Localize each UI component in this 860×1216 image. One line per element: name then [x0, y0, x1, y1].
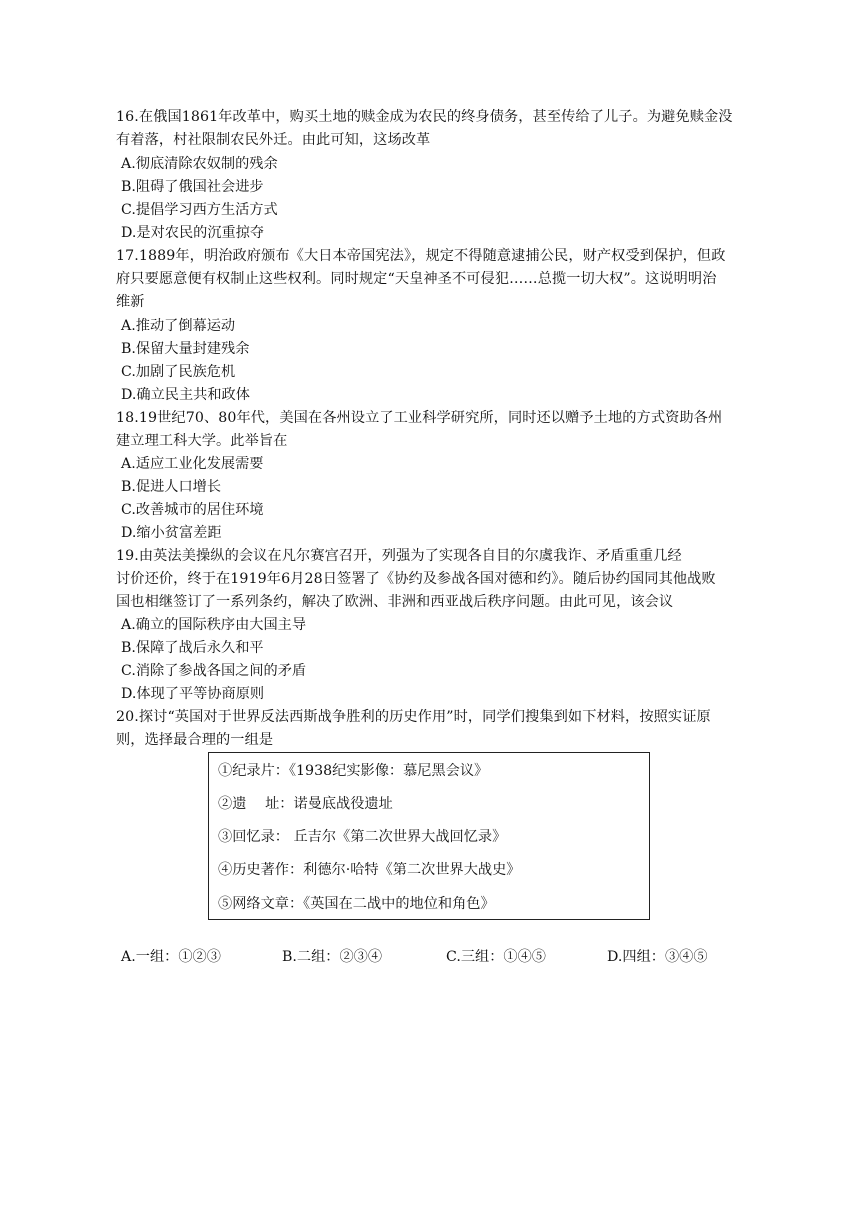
- question-16-option-a[interactable]: A.彻底清除农奴制的残余: [121, 156, 278, 172]
- materials-box: [208, 752, 650, 920]
- question-18-option-d[interactable]: D.缩小贫富差距: [121, 525, 222, 541]
- question-stem-line: 建立理工科大学。此举旨在: [116, 433, 288, 450]
- question-18-stem: [116, 407, 766, 453]
- question-20-option-b[interactable]: B.二组：②③④: [282, 949, 383, 965]
- question-20-stem: [116, 706, 766, 752]
- question-stem-line: 20.探讨“英国对于世界反法西斯战争胜利的历史作用”时，同学们搜集到如下材料，按照实证原: [116, 709, 711, 725]
- question-stem-line: 讨价还价，终于在1919年6月28日签署了《协约及参战各国对德和约》。随后协约国同其他战败: [116, 571, 716, 588]
- question-16-stem: [116, 106, 766, 152]
- material-item-3: ③回忆录： 丘吉尔《第二次世界大战回忆录》: [218, 829, 507, 845]
- question-17-stem: [116, 245, 766, 315]
- question-stem-line: 府只要愿意便有权制止这些权利。同时规定“天皇神圣不可侵犯……总揽一切大权”。这说明明治: [116, 271, 717, 288]
- question-stem-line: 16.在俄国1861年改革中，购买土地的赎金成为农民的终身债务，甚至传给了儿子。为避免赎金没: [116, 109, 733, 125]
- question-stem-line: 17.1889年，明治政府颁布《大日本帝国宪法》，规定不得随意逮捕公民，财产权受到保护，但政: [116, 248, 726, 264]
- question-20-option-d[interactable]: D.四组：③④⑤: [607, 949, 708, 965]
- question-stem-line: 维新: [116, 294, 145, 311]
- material-item-5: ⑤网络文章：《英国在二战中的地位和角色》: [218, 896, 495, 912]
- question-19-option-b[interactable]: B.保障了战后永久和平: [121, 640, 264, 656]
- question-17-option-a[interactable]: A.推动了倒幕运动: [121, 318, 236, 334]
- material-item-2: ②遗 址：诺曼底战役遗址: [218, 796, 393, 812]
- question-16-option-d[interactable]: D.是对农民的沉重掠夺: [121, 225, 265, 241]
- question-18-option-c[interactable]: C.改善城市的居住环境: [121, 502, 264, 518]
- question-16-option-c[interactable]: C.提倡学习西方生活方式: [121, 202, 278, 218]
- question-stem-line: 有着落，村社限制农民外迁。由此可知，这场改革: [116, 132, 431, 149]
- question-19-option-a[interactable]: A.确立的国际秩序由大国主导: [121, 617, 307, 633]
- question-stem-line: 则，选择最合理的一组是: [116, 732, 274, 749]
- question-17-option-b[interactable]: B.保留大量封建残余: [121, 341, 250, 357]
- question-19-stem: [116, 545, 766, 615]
- question-20-option-a[interactable]: A.一组：①②③: [121, 949, 221, 965]
- material-item-1: ①纪录片：《1938纪实影像：慕尼黑会议》: [218, 763, 489, 779]
- question-19-option-c[interactable]: C.消除了参战各国之间的矛盾: [121, 663, 307, 679]
- question-17-option-c[interactable]: C.加剧了民族危机: [121, 364, 236, 380]
- question-18-option-b[interactable]: B.促进人口增长: [121, 479, 222, 495]
- question-20-option-c[interactable]: C.三组：①④⑤: [446, 949, 546, 965]
- question-16-option-b[interactable]: B.阻碍了俄国社会进步: [121, 179, 264, 195]
- question-stem-line: 18.19世纪70、80年代，美国在各州设立了工业科学研究所，同时还以赠予土地的方式资助各州: [116, 410, 723, 426]
- question-17-option-d[interactable]: D.确立民主共和政体: [121, 387, 250, 403]
- question-18-option-a[interactable]: A.适应工业化发展需要: [121, 456, 264, 472]
- material-item-4: ④历史著作：利德尔·哈特《第二次世界大战史》: [218, 862, 521, 878]
- question-19-option-d[interactable]: D.体现了平等协商原则: [121, 686, 265, 702]
- question-stem-line: 19.由英法美操纵的会议在凡尔赛宫召开，列强为了实现各自目的尔虞我诈、矛盾重重几经: [116, 548, 682, 564]
- question-stem-line: 国也相继签订了一系列条约，解决了欧洲、非洲和西亚战后秩序问题。由此可见，该会议: [116, 594, 674, 611]
